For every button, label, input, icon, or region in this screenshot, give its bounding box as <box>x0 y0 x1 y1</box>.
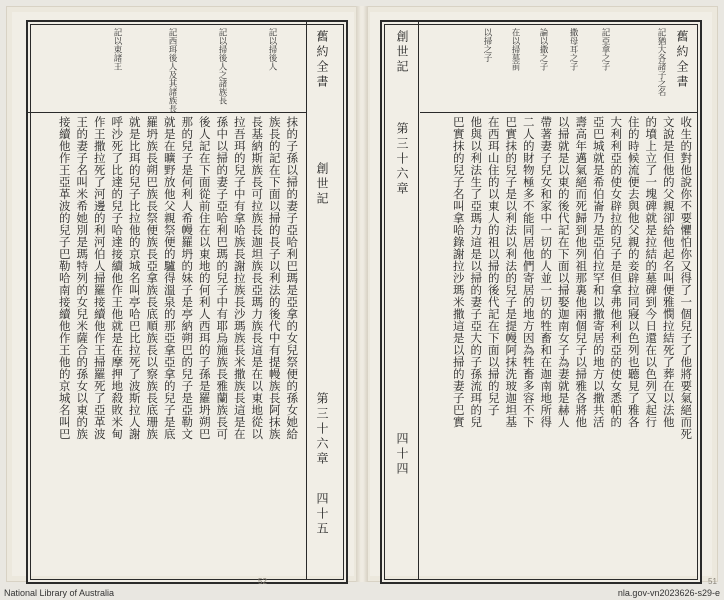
left-header-rule <box>26 112 306 113</box>
right-text-column: 的墳上立了一塊碑就是拉結的墓碑到今日還在以色列又起行 <box>644 116 659 428</box>
left-text-column: 孫中以掃的妻子亞哈利巴瑪的兒子中有耶烏施族長雅蘭族長可 <box>215 116 230 440</box>
left-page <box>12 12 354 576</box>
right-text-column: 文說是但他的父親卻給他起名叫便雅憫拉結死了葬在以法他 <box>661 116 676 428</box>
right-note-1: 記猶大各諸子之名 <box>656 28 666 96</box>
left-book-title: 舊約全書 <box>315 30 329 90</box>
left-text-column: 族長的記在下面以掃的長子以利法的後代中有提幔族長阿抹族 <box>267 116 282 440</box>
left-chapter-label: 第三十六章 <box>315 392 329 467</box>
left-text-column: 作王撒拉死了河邊的利河伯人掃羅接續他作王掃羅死了亞革波 <box>92 116 107 440</box>
right-text-column: 巴實抹的兒子是以利法以利法的兒子是提幔阿抹洗玻迦坦基 <box>504 116 519 428</box>
left-text-column: 那的兒子是何利人希幔羅坍的妹子是亭納朔巴的兒子是亞勒文 <box>180 116 195 440</box>
right-page-number: 四十四 <box>395 432 409 477</box>
archive-reference: nla.gov-vn2023626-s29-e <box>617 588 720 598</box>
right-text-column: 他與以利法生了亞瑪力這是以掃的妻子亞大的子孫流珥的兒 <box>469 116 484 428</box>
left-text-column: 後人記在下面從前住在以東地的何利人西珥的子孫是羅坍朔巴 <box>197 116 212 440</box>
right-note-3: 撒母耳之子 <box>568 28 578 71</box>
right-book-title: 舊約全書 <box>675 30 689 90</box>
book-gutter <box>356 6 368 582</box>
right-text-column: 二人的財物極多不能同居他們寄居的地方因為牲畜多容不下 <box>521 116 536 428</box>
left-note-1: 記以掃後人 <box>267 28 277 71</box>
right-text-column: 壽高年邁氣絕而死歸到他列祖那裏他兩個兒子以掃雅各將他 <box>574 116 589 428</box>
left-text-column: 拉吾珥的兒子中有拿哈族長謝拉族長沙瑪族長米撒族長這是在 <box>232 116 247 440</box>
left-text-column: 羅坍族長朔巴族長祭便族長亞拿族長底順族長以察族長底珊族 <box>145 116 160 440</box>
book-spread <box>6 6 718 582</box>
left-note-2: 記以掃後人之諸族長 <box>217 28 227 105</box>
left-section-title: 創世記 <box>315 162 329 207</box>
right-text-column: 亞巴城就是希伯崙乃是亞伯拉罕和以撒寄居的地方以撒共活 <box>591 116 606 428</box>
left-text-column: 就是在曠野放他父親祭便的驢得溫泉的那亞拿亞拿的兒子是底 <box>162 116 177 440</box>
left-page-number: 四十五 <box>315 492 329 537</box>
right-chapter-label: 第三十六章 <box>395 122 409 197</box>
right-note-2: 記亞拿之子 <box>600 28 610 71</box>
left-text-column: 王的妻子名叫米希她別是瑪特列的女兒米薩合的孫女以東的族 <box>75 116 90 440</box>
right-text-column: 帶著妻子兒女和家中一切的人並一切的牲畜和在迦南地所得 <box>539 116 554 428</box>
right-note-5: 在以掃墓前 <box>510 28 520 71</box>
right-text-column: 大利利亞的使女辟拉的兒子是但拿弗他利利亞的使女悉帕的 <box>609 116 624 428</box>
archive-footer <box>0 586 724 600</box>
right-note-4: 論以撒之子 <box>538 28 548 71</box>
left-margin-rule <box>306 20 307 580</box>
left-text-column: 抹的子孫以掃的妻子亞哈利巴瑪是亞拿的女兒祭便的孫女她給 <box>285 116 300 440</box>
right-section-title: 創世記 <box>395 30 409 75</box>
right-text-column: 以掃就是以東的後代記在下面以掃娶迦南女子為妻就是赫人 <box>556 116 571 428</box>
right-text-column: 住的時候流便去與他父親的妾辟拉同寢以色列也聽見了雅各 <box>626 116 641 428</box>
right-text-column: 在西珥山住的以東人的祖以掃的後代記在下面以掃的兒子 <box>486 116 501 416</box>
right-margin-rule <box>418 20 419 580</box>
right-note-6: 以掃之子 <box>482 28 492 62</box>
left-text-column: 長基納斯族長可拉族長迦坦族長亞瑪力族長這是在以東地從以 <box>250 116 265 440</box>
pencil-page-mark-left: 52 <box>258 577 267 586</box>
pencil-page-mark-right: 51 <box>708 577 717 586</box>
right-header-rule <box>420 112 698 113</box>
right-page <box>370 12 712 576</box>
right-text-column: 巴實抹的兒子名叫拿哈錄謝拉沙瑪米撒這是以掃的妻子巴實 <box>451 116 466 428</box>
left-text-column: 接續他作王亞革波的兒子巴勒哈南接續他作王他的京城名叫巴 <box>57 116 72 440</box>
left-text-column: 呼沙死了比達的兒子哈達接續他作王他就是在摩押地殺敗米甸 <box>110 116 125 440</box>
left-note-3: 記西珥後人及其諸族長 <box>167 28 177 113</box>
library-name: National Library of Australia <box>4 588 115 598</box>
right-text-column: 收生的對他說你不要懼怕你又得了一個兒子了他將要氣絕而死 <box>679 116 694 440</box>
left-note-4: 記以東諸王 <box>112 28 122 71</box>
left-text-column: 就是比珥的兒子比拉他的京城名叫亭哈巴比拉死了波斯拉人謝 <box>127 116 142 440</box>
